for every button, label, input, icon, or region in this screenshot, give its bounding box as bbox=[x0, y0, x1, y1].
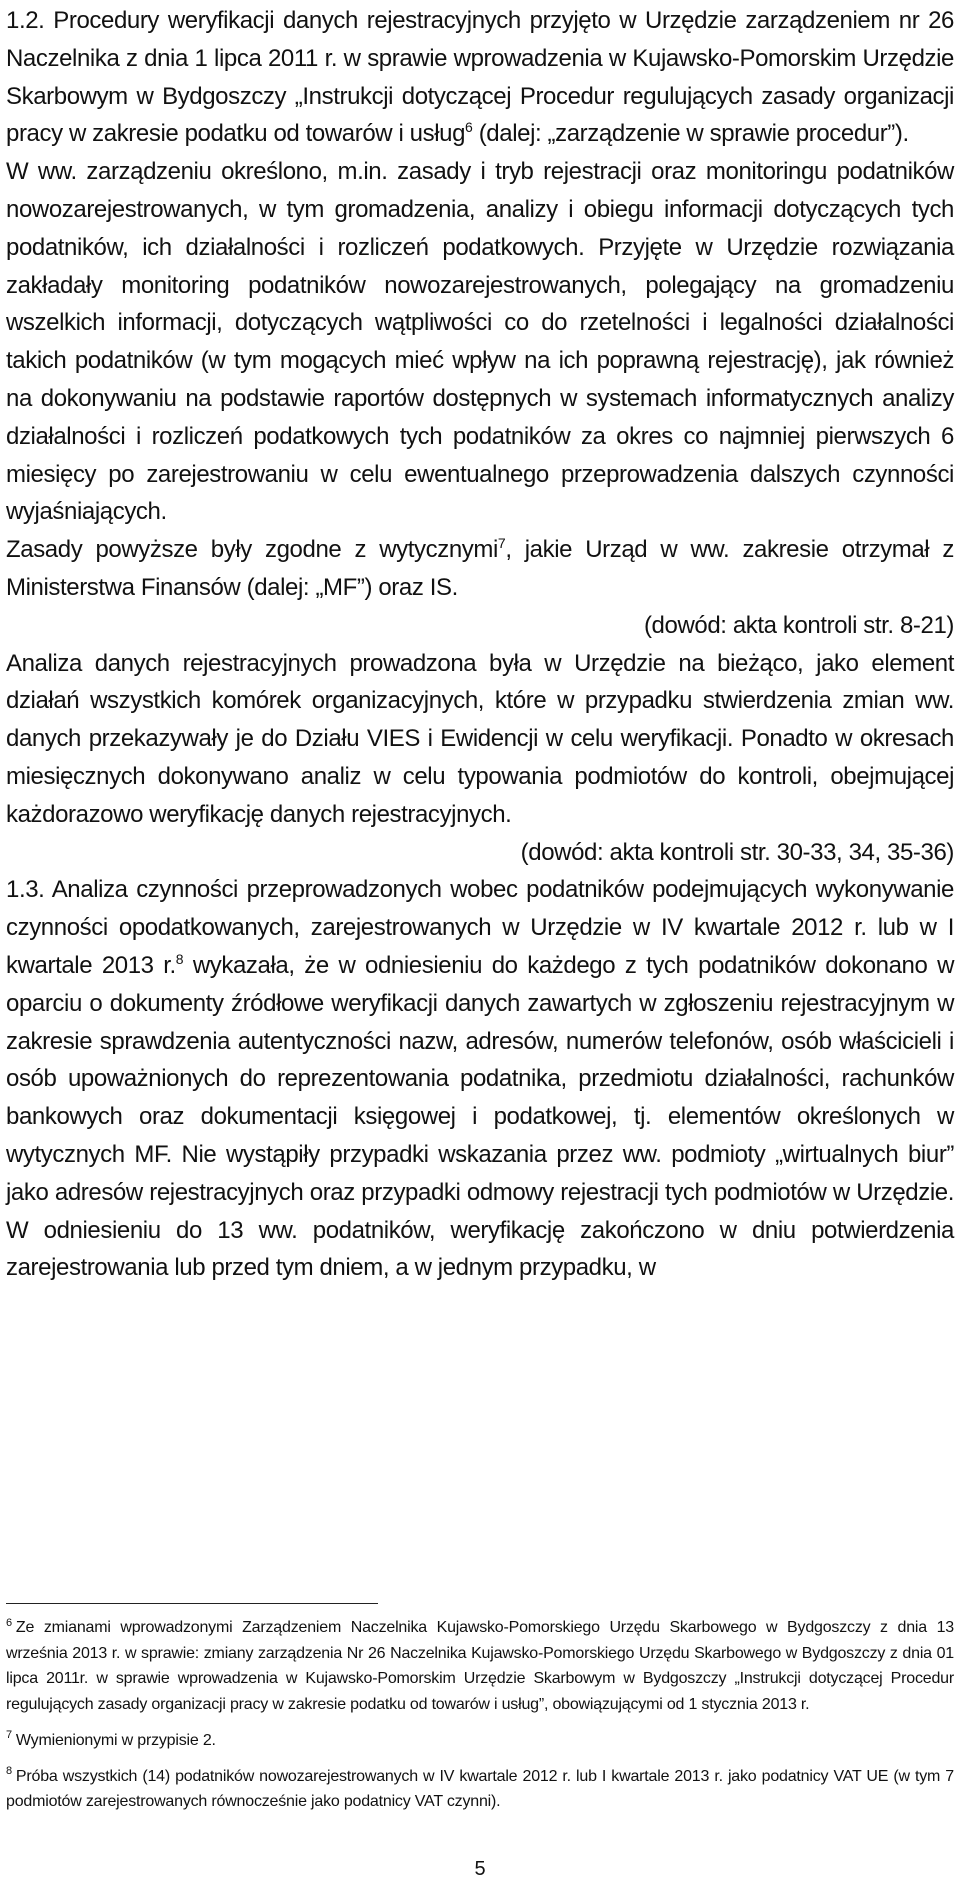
paragraph-section-1-3: 1.3. Analiza czynności przeprowadzonych wobec podatników podejmujących wykonywanie czynności opodatkowanych, zarejestrowanych w Urzędzie w IV kwartale 2012 r. lub w I kwartale 2013 r.$^8$ wykazała, że w odniesieniu do każdego z tych podatników dokonano w oparciu o dokumenty źródłowe weryfikacji danych zawartych w zgłoszeniu rejestracyjnym w zakresie sprawdzenia autentyczności nazw, adresów, numerów telefonów, osób właścicieli i osób upoważnionych do reprezentowania podatnika, przedmiotu działalności, rachunków bankowych oraz dokumentacji księgowej i podatkowej, tj. elementów określonych w wytycznych MF. Nie wystąpiły przypadki wskazania przez ww. podmioty „wirtualnych biur” jako adresów rejestracyjnych oraz przypadki odmowy rejestracji tych podmiotów w Urzędzie. W odniesieniu do 13 ww. podatników, weryfikację zakończono w dniu potwierdzenia zarejestrowania lub przed tym dniem, a w jednym przypadku, w bbox=[6, 876, 955, 1282]
footnote-ref-6: 6 bbox=[465, 119, 473, 136]
footnote-separator bbox=[6, 1603, 378, 1604]
footnote-number: 6 bbox=[6, 1616, 12, 1629]
footnote-6 bbox=[6, 1615, 954, 1718]
footnote-number: 7 bbox=[6, 1729, 12, 1742]
footnote-8 bbox=[6, 1764, 954, 1815]
footnote-text: Ze zmianami wprowadzonymi Zarządzeniem Naczelnika Kujawsko-Pomorskiego Urzędu Skarbowego w Bydgoszczy z dnia 13 września 2013 r. w sprawie: zmiany zarządzenia Nr 26 Naczelnika Kujawsko-Pomorskiego Urzędu Skarbowego w Bydgoszczy z dnia 01 lipca 2011r. w sprawie wprowadzenia w Kujawsko-Pomorskim Urzędzie Skarbowym w Bydgoszczy „Instrukcji dotyczącej Procedur regulujących zasady organizacji pracy w zakresie podatku od towarów i usług”, obowiązującymi od 1 stycznia 2013 r. bbox=[6, 1619, 954, 1714]
footnote-text: Wymienionymi w przypisie 2. bbox=[15, 1731, 216, 1749]
evidence-reference-1: (dowód: akta kontroli str. 8-21) bbox=[643, 611, 954, 639]
paragraph-procedures: 1.2. Procedury weryfikacji danych rejestracyjnych przyjęto w Urzędzie zarządzeniem nr 26 Naczelnika z dnia 1 lipca 2011 r. w sprawie wprowadzenia w Kujawsko-Pomorskim Urzędzie Skarbowym w Bydgoszczy „Instrukcji dotyczącej Procedur regulujących zasady organizacji pracy w zakresie podatku od towarów i usług$^6$ (dalej: „zarządzenie w sprawie procedur”). bbox=[6, 7, 954, 148]
page-number: 5 bbox=[474, 1858, 486, 1880]
footnotes bbox=[6, 1603, 954, 1825]
document-body bbox=[6, 2, 954, 1287]
evidence-reference-2: (dowód: akta kontroli str. 30-33, 34, 35-36) bbox=[520, 838, 954, 866]
paragraph-guidelines: Zasady powyższe były zgodne z wytycznymi$^7$, jakie Urząd w ww. zakresie otrzymał z Ministerstwa Finansów (dalej: „MF”) oraz IS. bbox=[6, 535, 954, 601]
footnote-7 bbox=[6, 1728, 954, 1754]
paragraph-monitoring: W ww. zarządzeniu określono, m.in. zasady i tryb rejestracji oraz monitoringu podatników nowozarejestrowanych, w tym gromadzenia, analizy i obiegu informacji dotyczących tych podatników, ich działalności i rozliczeń podatkowych. Przyjęte w Urzędzie rozwiązania zakładały monitoring podatników nowozarejestrowanych, polegający na gromadzeniu wszelkich informacji, dotyczących wątpliwości co do rzetelności i legalności działalności takich podatników (w tym mogących mieć wpływ na ich poprawną rejestrację), jak również na dokonywaniu na podstawie raportów dostępnych w systemach informatycznych analizy działalności i rozliczeń podatkowych tych podatników za okres co najmniej pierwszych 6 miesięcy po zarejestrowaniu w celu ewentualnego przeprowadzenia dalszych czynności wyjaśniających. bbox=[6, 158, 954, 526]
footnote-ref-7: 7 bbox=[497, 535, 506, 552]
footnote-ref-8: 8 bbox=[175, 950, 184, 967]
footnote-number: 8 bbox=[6, 1765, 12, 1778]
paragraph-analysis: Analiza danych rejestracyjnych prowadzona była w Urzędzie na bieżąco, jako element działań wszystkich komórek organizacyjnych, które w przypadku stwierdzenia zmian ww. danych przekazywały je do Działu VIES i Ewidencji w celu weryfikacji. Ponadto w okresach miesięcznych dokonywano analiz w celu typowania podmiotów do kontroli, obejmującej każdorazowo weryfikację danych rejestracyjnych. bbox=[6, 649, 954, 828]
footnote-text: Próba wszystkich (14) podatników nowozarejestrowanych w IV kwartale 2012 r. lub I kwartale 2013 r. jako podatnicy VAT UE (w tym 7 podmiotów zarejestrowanych równocześnie jako podatnicy VAT czynni). bbox=[6, 1767, 954, 1811]
